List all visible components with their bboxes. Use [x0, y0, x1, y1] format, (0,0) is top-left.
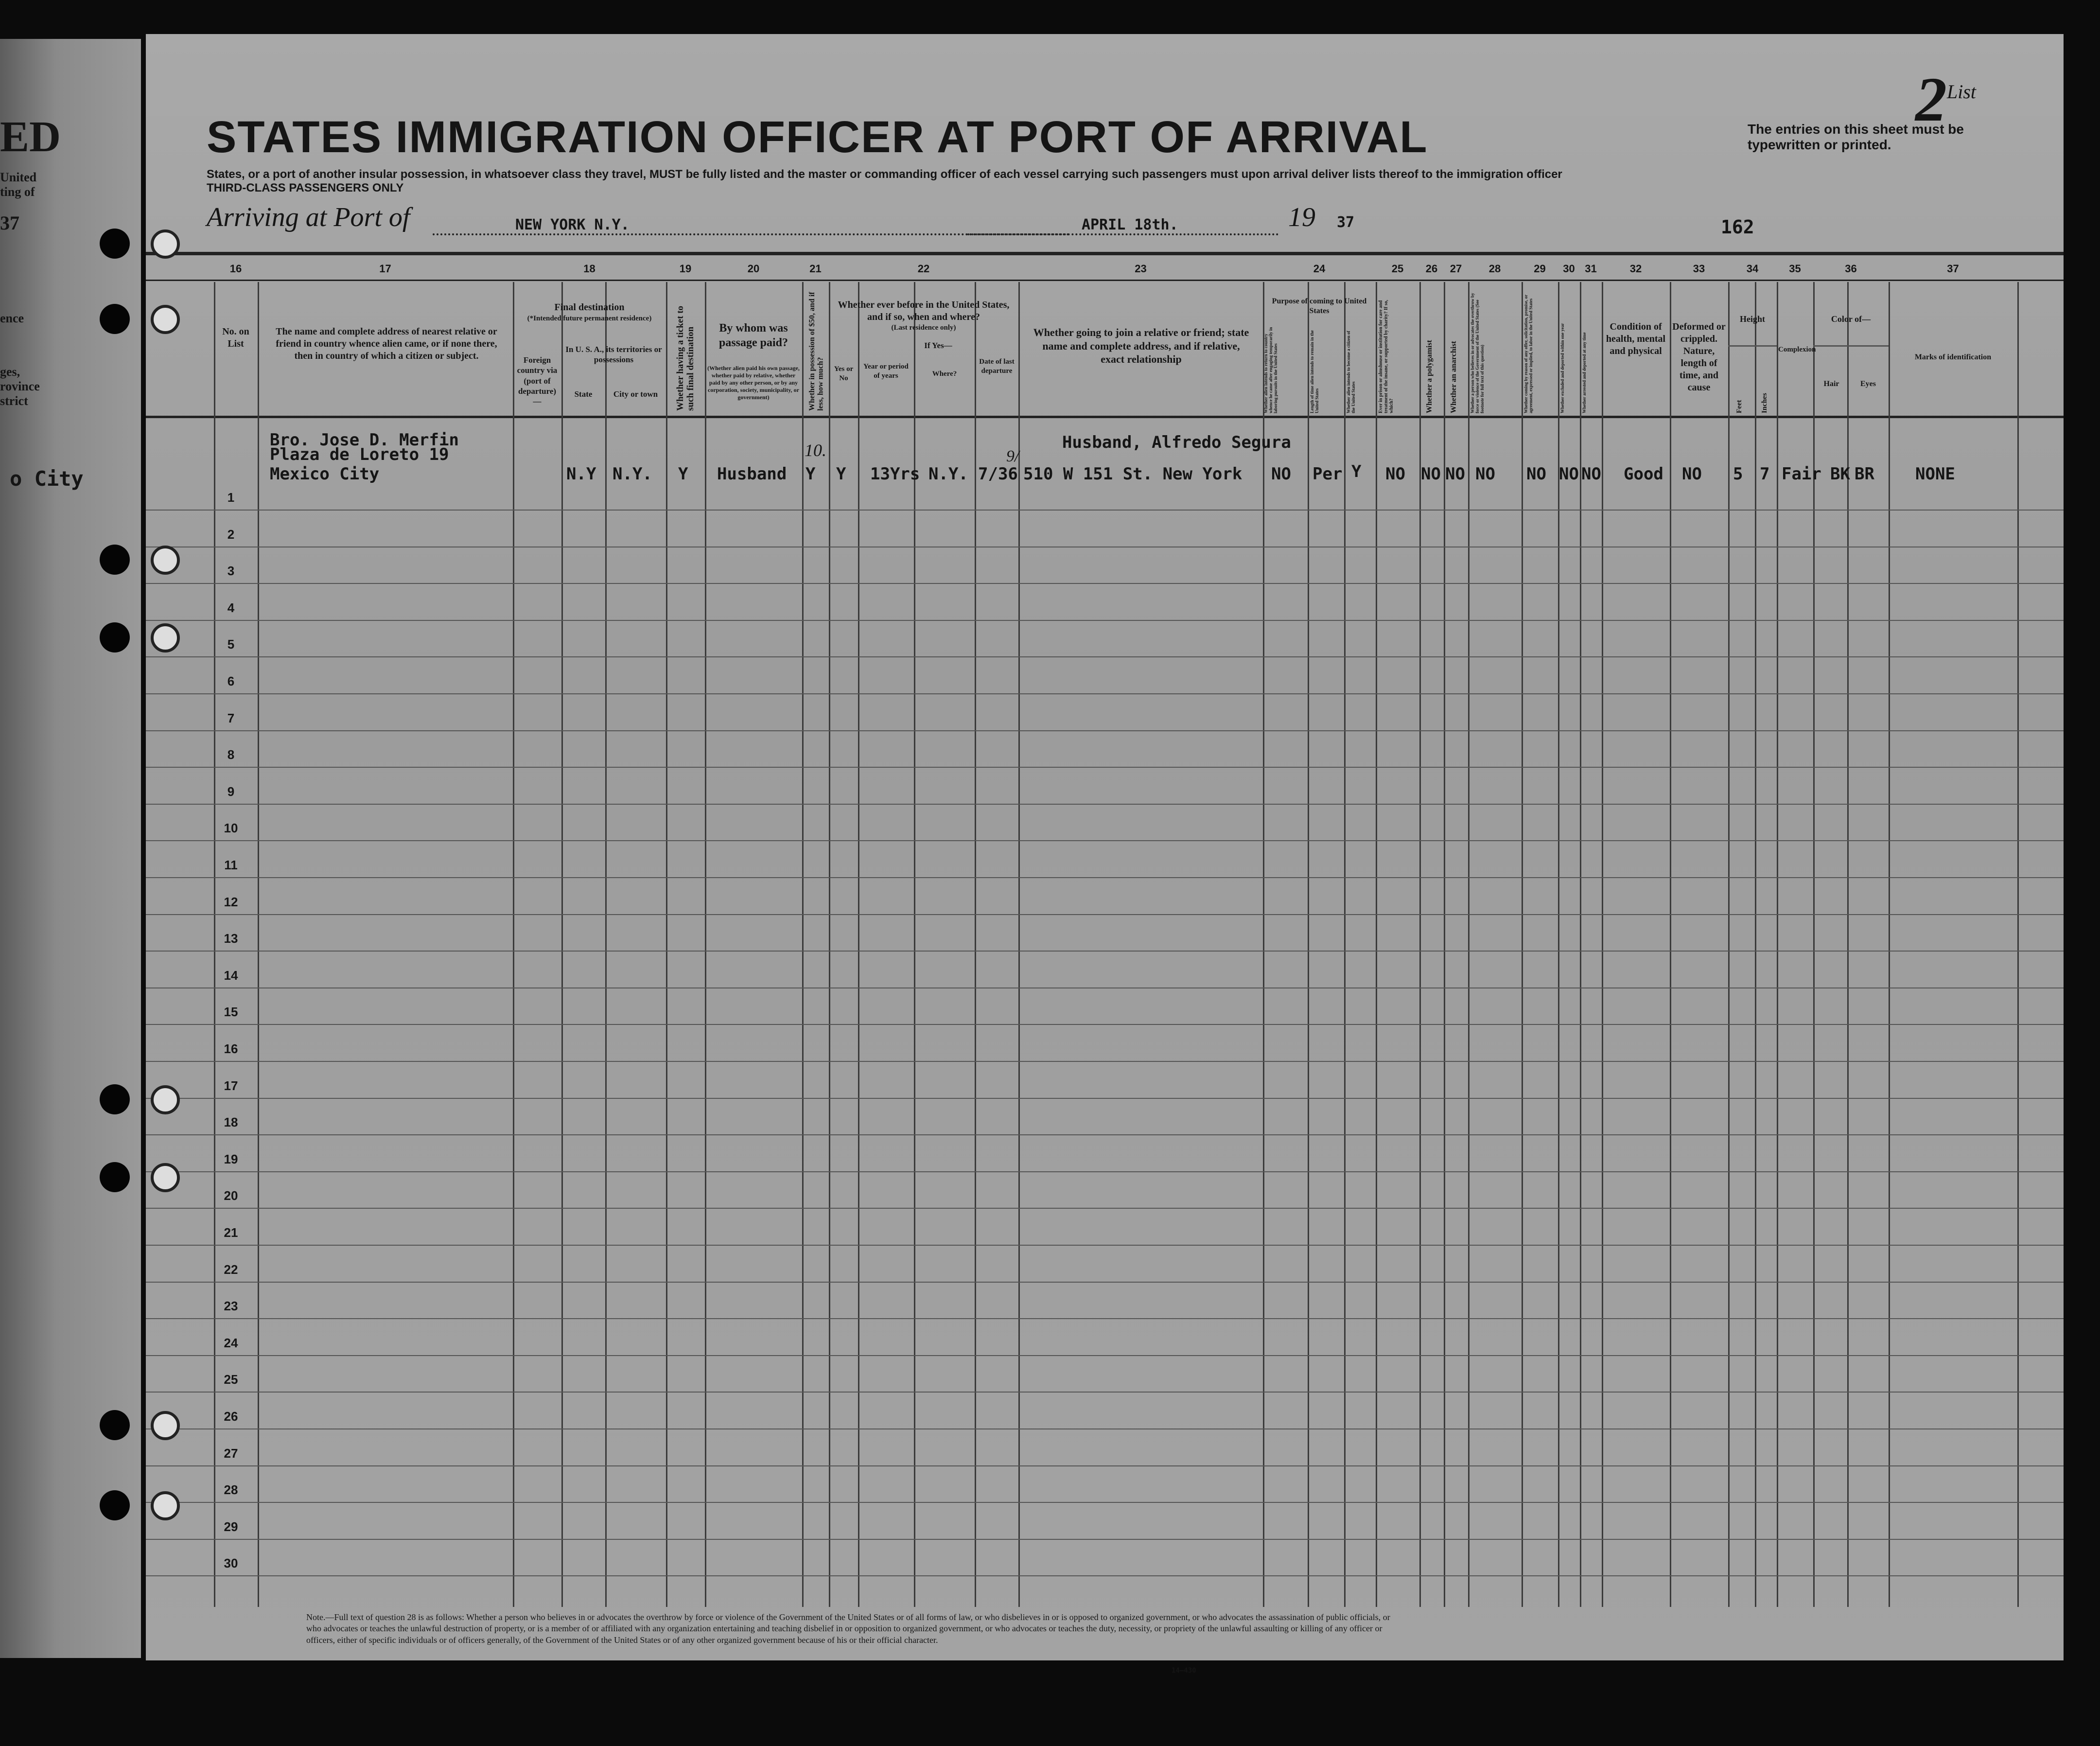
dest-state: N.Y — [566, 464, 596, 484]
binding-hole — [100, 1084, 130, 1114]
q29-value: NO — [1526, 464, 1546, 484]
row-number: 21 — [224, 1225, 238, 1240]
header-purpose-citizen: Whether alien intends to become a citizen of the United States — [1346, 331, 1356, 413]
row-number: 2 — [227, 527, 235, 542]
binding-hole — [100, 545, 130, 575]
header-inches: Inches — [1761, 393, 1768, 413]
header-color-of: Color of— — [1831, 314, 1871, 324]
header-anarchist: Whether an anarchist — [1450, 341, 1458, 413]
subtitle-line: THIRD-CLASS PASSENGERS ONLY — [207, 181, 404, 194]
header-hair: Hair — [1823, 380, 1839, 388]
col-number: 20 — [747, 263, 760, 275]
col-number: 24 — [1313, 263, 1326, 275]
row-number: 15 — [224, 1005, 238, 1020]
q31-value: NO — [1581, 464, 1601, 484]
col-divider — [1602, 282, 1603, 1607]
row-line — [146, 583, 2064, 584]
header-purpose-length: Length of time alien intends to remain in the United States — [1310, 330, 1319, 413]
col-divider — [1728, 282, 1730, 1607]
row-number: 29 — [224, 1519, 238, 1534]
col-number: 34 — [1746, 263, 1759, 275]
header-year-or-period: Year or period of years — [863, 363, 909, 380]
arriving-label: Arriving at Port of — [207, 202, 410, 232]
header-height: Height — [1740, 314, 1765, 324]
prison-value: NO — [1385, 464, 1405, 484]
eyes-value: BR — [1855, 464, 1874, 484]
col-number: 29 — [1534, 263, 1546, 275]
money-value: Y — [805, 464, 816, 484]
header-prison: Ever in prison or almshouse or institution for care and treatment of the insane, or supported by charity? If so, which? — [1378, 300, 1394, 413]
row-number: 25 — [224, 1372, 238, 1387]
row-number: 1 — [227, 490, 235, 505]
row-line — [146, 1171, 2064, 1172]
col-number: 27 — [1450, 263, 1462, 275]
polygamist-value: NO — [1421, 464, 1441, 484]
col-divider — [1522, 282, 1523, 1607]
header-deformed: Deformed or crippled. Nature, length of time, and cause — [1672, 321, 1726, 393]
row-line — [146, 914, 2064, 915]
col-number: 28 — [1488, 263, 1501, 275]
col-divider — [666, 282, 667, 1607]
subtitle-line: States, or a port of another insular possession, in whatsoever class they travel, MUST be fully listed and the master or commanding officer of each vessel carrying such passengers must upon arrival deliver lists thereof to the immigration officer — [207, 168, 1562, 181]
date-value: APRIL 18th. — [1082, 216, 1178, 233]
where-value: N.Y. — [928, 464, 968, 484]
col-number: 36 — [1845, 263, 1857, 275]
fragment-label: strict — [0, 394, 28, 408]
fragment-label: rovince — [0, 379, 40, 393]
header-by-whom-paid-note: (Whether alien paid his own passage, whether paid by relative, whether paid by any other person, or by any corporation, society, municipality, or government) — [707, 365, 800, 401]
header-final-destination-note: (*Intended future permanent residence) — [527, 315, 652, 322]
row-number: 12 — [224, 894, 238, 909]
binding-hole — [100, 229, 130, 259]
height-divider — [1728, 345, 1777, 347]
col-divider — [705, 282, 706, 1607]
row-number: 9 — [227, 784, 235, 799]
header-q29: Whether coming by reason of any offer, solicitation, promise, or agreement, expressed or implied, to labor in the United States — [1523, 295, 1533, 413]
date-line — [967, 233, 1278, 235]
binding-ring — [151, 1411, 180, 1440]
fragment-title: ED — [0, 113, 61, 161]
health-value: Good — [1624, 464, 1663, 484]
row-number: 27 — [224, 1446, 238, 1461]
row-number: 28 — [224, 1482, 238, 1498]
q30-value: NO — [1559, 464, 1579, 484]
row-number: 13 — [224, 931, 238, 946]
binding-ring — [151, 623, 180, 653]
page-title: STATES IMMIGRATION OFFICER AT PORT OF ARRIVAL — [207, 112, 1428, 162]
col-divider — [1376, 282, 1377, 1607]
header-q30: Whether excluded and deported within one year — [1560, 323, 1565, 413]
fragment-line: ting of — [0, 185, 35, 199]
row-number: 5 — [227, 637, 235, 652]
header-no-on-list: No. on List — [222, 326, 249, 349]
col-divider — [513, 282, 514, 1607]
header-ever-before-note: (Last residence only) — [891, 324, 956, 332]
col-divider — [1018, 282, 1020, 1607]
header-yes-or-no: Yes or No — [834, 365, 854, 382]
join-name: Husband, Alfredo Segura — [1062, 433, 1291, 452]
row-number: 19 — [224, 1151, 238, 1166]
col-divider — [1263, 282, 1264, 1607]
inches-value: 7 — [1760, 464, 1770, 484]
binding-hole — [100, 1490, 130, 1520]
row-line — [146, 1575, 2064, 1576]
header-by-whom-paid: By whom was passage paid? — [718, 322, 788, 349]
col-number: 33 — [1693, 263, 1705, 275]
been-before-value: Y — [836, 464, 846, 484]
complexion-value: Fair — [1782, 464, 1821, 484]
binding-hole — [100, 1162, 130, 1192]
row-line — [146, 1208, 2064, 1209]
page-number: 162 — [1721, 216, 1754, 238]
row-number: 8 — [227, 747, 235, 762]
row-line — [146, 730, 2064, 731]
row-line — [146, 656, 2064, 657]
row-number: 14 — [224, 968, 238, 983]
col-number: 19 — [679, 263, 692, 275]
footnote: Note.—Full text of question 28 is as follows: Whether a person who believes in or advocates the overthrow by force or violence of the Government of the United States or of all forms of law, or who disbelieves in or is opposed to organized government, or who advocates the assassination of public officials, or who advocates or teaches the unlawful destruction of property, or is a member of or affiliated with any organization entertaining and teaching disbelief in or opposition to organized government, or who advocates or teaches the duty, necessity, or propriety of the unlawful assaulting or killing of any officer or officers, either of specific individuals or of officers generally, of the Government of the United States or of any other organized government because of his or their official character. — [306, 1612, 1390, 1645]
anarchist-value: NO — [1445, 464, 1465, 484]
header-polygamist: Whether a polygamist — [1425, 340, 1434, 413]
row-line — [146, 1024, 2064, 1025]
col-divider — [561, 282, 563, 1607]
money-note: 10. — [805, 441, 826, 460]
header-ever-before: Whether ever before in the United States, and if so, when and where? — [838, 300, 1010, 322]
binding-ring — [151, 305, 180, 334]
row-line — [146, 767, 2064, 768]
form-number: 14—430 — [1172, 1667, 1196, 1675]
dest-city: N.Y. — [612, 464, 652, 484]
entries-note: The entries on this sheet must be typewritten or printed. — [1748, 122, 1964, 152]
row-number: 24 — [224, 1335, 238, 1350]
binding-ring — [151, 1163, 180, 1192]
header-joining-relative: Whether going to join a relative or friend; state name and complete address, and if relative, exact relationship — [1033, 326, 1249, 365]
row-line — [146, 1392, 2064, 1393]
row-line — [146, 1245, 2064, 1246]
citizen-value: Y — [1351, 462, 1362, 481]
header-possession-50: Whether in possession of $50, and if less, how much? — [808, 292, 825, 411]
header-where: Where? — [932, 370, 957, 378]
col-number: 26 — [1425, 263, 1438, 275]
stay-value: Per — [1312, 464, 1343, 484]
header-city: City or town — [613, 389, 658, 399]
col-divider — [1777, 282, 1778, 1607]
subtitle — [207, 168, 1859, 195]
col-divider — [2017, 282, 2019, 1607]
col-number: 18 — [583, 263, 595, 275]
header-rule — [146, 416, 2064, 418]
col-number: 22 — [917, 263, 930, 275]
row-line — [146, 1098, 2064, 1099]
header-rule — [146, 252, 2064, 255]
row-number: 6 — [227, 674, 235, 688]
row-line — [146, 1134, 2064, 1135]
col-divider — [1889, 282, 1890, 1607]
relative-city: Mexico City — [270, 464, 380, 484]
row-number: 30 — [224, 1556, 238, 1571]
header-rule — [146, 280, 2064, 281]
row-number: 11 — [224, 858, 238, 872]
row-line — [146, 620, 2064, 621]
row-line — [146, 1355, 2064, 1356]
col-divider — [975, 282, 976, 1607]
row-line — [146, 1282, 2064, 1283]
header-purpose-return: Whether alien intends to return to country whence he came after engaging temporarily in laboring pursuits in the United States — [1263, 327, 1278, 413]
join-address: 510 W 151 St. New York — [1023, 464, 1242, 484]
col-divider — [605, 282, 607, 1607]
list-label: List — [1946, 81, 1976, 103]
binding-hole — [100, 304, 130, 334]
row-number: 16 — [224, 1041, 238, 1056]
fragment-city: o City — [10, 467, 84, 491]
row-line — [146, 693, 2064, 694]
header-date-last-departure: Date of last departure — [979, 358, 1015, 375]
departure-value: 7/36 — [978, 464, 1018, 484]
row-line — [146, 877, 2064, 878]
feet-value: 5 — [1733, 464, 1743, 484]
ticket-value: Y — [678, 464, 688, 484]
header-marks: Marks of identification — [1914, 353, 1992, 361]
binding-ring — [151, 1085, 180, 1114]
fragment-label: ence — [0, 311, 24, 325]
col-divider — [1308, 282, 1309, 1607]
row-number: 22 — [224, 1262, 238, 1277]
row-line — [146, 951, 2064, 952]
return-value: NO — [1271, 464, 1291, 484]
relative-name: Bro. Jose D. Merfin — [270, 430, 459, 450]
marks-value: NONE — [1915, 464, 1955, 484]
row-line — [146, 1465, 2064, 1466]
binding-hole — [100, 622, 130, 653]
row-line — [146, 804, 2064, 805]
q28-value: NO — [1475, 464, 1495, 484]
col-divider — [829, 282, 830, 1607]
col-divider — [1468, 282, 1470, 1607]
row-number: 26 — [224, 1409, 238, 1424]
col-number: 16 — [229, 263, 242, 275]
fragment-line: 37 — [0, 212, 19, 234]
binding-ring — [151, 229, 180, 259]
row-number: 3 — [227, 564, 235, 579]
year-prefix: 19 — [1288, 202, 1315, 232]
header-in-usa: In U. S. A., its territories or possessions — [565, 345, 662, 365]
col-number: 32 — [1629, 263, 1642, 275]
row-line — [146, 1502, 2064, 1503]
header-relative-abroad: The name and complete address of nearest relative or friend in country whence alien came, or if none there, then in country of which a citizen or subject. — [276, 326, 497, 361]
col-number: 31 — [1585, 263, 1597, 275]
relative-address: Plaza de Loreto 19 — [270, 445, 449, 464]
header-if-yes: If Yes— — [924, 341, 952, 350]
row-line — [146, 510, 2064, 511]
list-number: 2 — [1915, 65, 1947, 135]
header-purpose: Purpose of coming to United States — [1272, 297, 1367, 315]
header-health: Condition of health, mental and physical — [1606, 321, 1666, 356]
header-ticket: Whether having a ticket to such final destination — [675, 305, 696, 411]
fragment-label: ges, — [0, 365, 20, 379]
row-line — [146, 1061, 2064, 1062]
row-number: 7 — [227, 710, 235, 725]
col-divider — [802, 282, 804, 1607]
col-number: 17 — [379, 263, 391, 275]
col-number: 21 — [809, 263, 822, 275]
row-number: 17 — [224, 1078, 238, 1093]
deformed-value: NO — [1682, 464, 1702, 484]
fragment-line: United — [0, 170, 37, 184]
binding-ring — [151, 1491, 180, 1520]
row-line — [146, 840, 2064, 841]
row-line — [146, 1539, 2064, 1540]
hair-value: BK — [1830, 464, 1850, 484]
header-eyes: Eyes — [1860, 380, 1876, 388]
binding-hole — [100, 1410, 130, 1440]
years-value: 13Yrs — [870, 464, 920, 484]
binding-ring — [151, 546, 180, 575]
col-number: 30 — [1563, 263, 1575, 275]
header-q31: Whether arrested and deported at any time — [1582, 332, 1587, 413]
header-state: State — [574, 389, 593, 399]
header-foreign-country: Foreign country via (port of departure)— — [517, 355, 558, 406]
col-divider — [258, 282, 259, 1607]
manifest-sheet — [146, 34, 2064, 1675]
year-value: 37 — [1337, 214, 1355, 231]
col-number: 25 — [1391, 263, 1404, 275]
col-number: 23 — [1135, 263, 1147, 275]
row-number: 23 — [224, 1299, 238, 1314]
paid-by-value: Husband — [717, 464, 787, 484]
departure-note: 9/ — [1006, 447, 1019, 465]
header-feet: Feet — [1735, 400, 1743, 413]
col-divider — [858, 282, 859, 1607]
row-number: 20 — [224, 1188, 238, 1203]
col-number: 37 — [1947, 263, 1959, 275]
row-number: 4 — [227, 600, 235, 615]
header-final-destination: Final destination — [554, 302, 625, 313]
row-number: 18 — [224, 1115, 238, 1130]
col-divider — [1755, 282, 1756, 1607]
header-q28: Whether a person who believes in or advocates the overthrow by force or violence of the Government of the United States (See footnote for full text of this question) — [1470, 293, 1485, 413]
row-line — [146, 1318, 2064, 1319]
port-value: NEW YORK N.Y. — [515, 216, 630, 233]
col-divider — [1344, 282, 1346, 1607]
col-number: 35 — [1789, 263, 1801, 275]
header-complexion: Complexion — [1778, 346, 1816, 353]
color-divider — [1813, 345, 1889, 347]
col-divider — [1670, 282, 1671, 1607]
row-number: 10 — [224, 821, 238, 836]
